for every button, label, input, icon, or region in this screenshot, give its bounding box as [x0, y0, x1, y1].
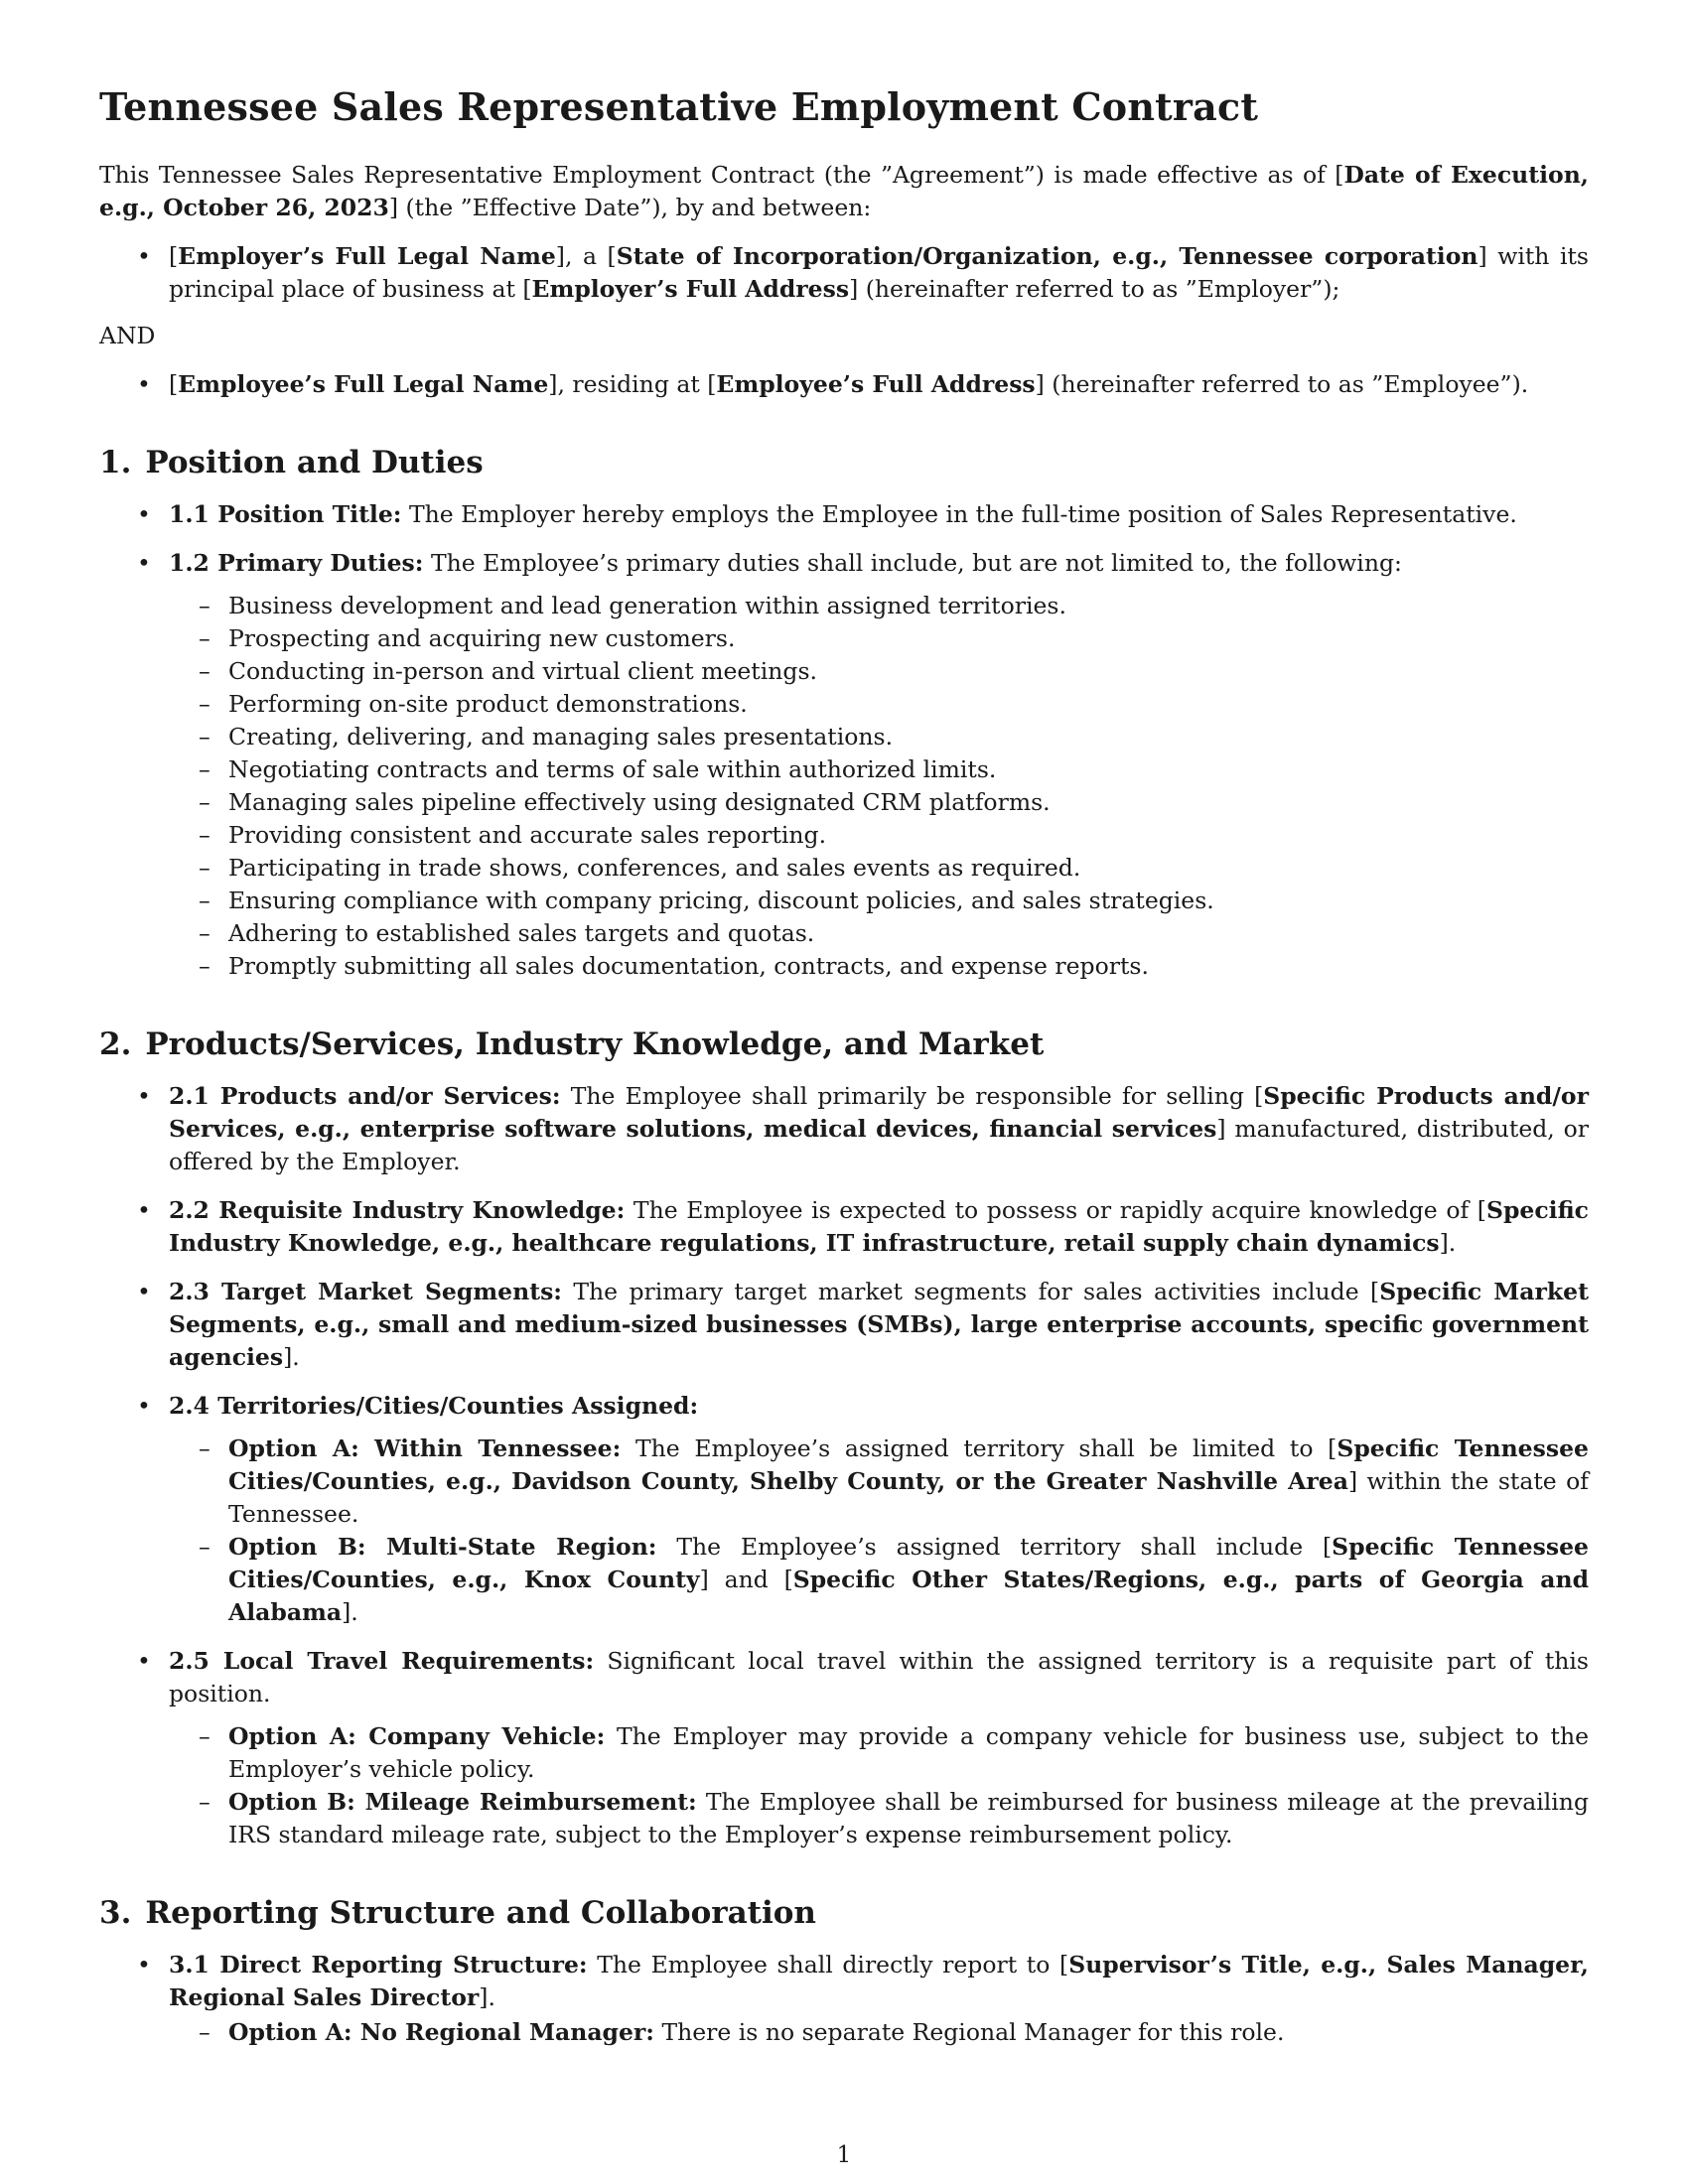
clause-text: The primary target market segments for sales activities include [: [561, 1278, 1380, 1305]
option-text: ] within the state of Tennessee.: [228, 1467, 1590, 1528]
clause-1-2: [99, 547, 1589, 983]
clause-label: 2.2 Requisite Industry Knowledge:: [169, 1196, 626, 1224]
option-label: Option A: Within Tennessee:: [228, 1434, 622, 1462]
option-text: The Employee’s assigned territory shall be limited to [: [621, 1434, 1337, 1462]
clause-label: 2.1 Products and/or Services:: [169, 1082, 561, 1110]
option-label: Option B: Mileage Reimbursement:: [228, 1788, 697, 1816]
industry-knowledge-placeholder: Specific Industry Knowledge, e.g., healthcare regulations, IT infrastructure, retail supply chain dynamics: [169, 1196, 1589, 1257]
territory-option-a: [169, 1433, 1589, 1531]
duties-list: [169, 590, 1589, 983]
supervisor-title-placeholder: Supervisor’s Title, e.g., Sales Manager, Regional Sales Director: [169, 1951, 1589, 2011]
section-number: 2.: [99, 1026, 132, 1062]
clause-label: 1.2 Primary Duties:: [169, 549, 424, 577]
employee-party-list: [99, 368, 1589, 401]
document-title: Tennessee Sales Representative Employment Contract: [99, 84, 1259, 129]
party-text: [: [169, 370, 179, 398]
section-2-items: [99, 1080, 1589, 1851]
clause-text: The Employee shall directly report to [: [587, 1951, 1069, 1979]
tennessee-county-placeholder: Specific Tennessee Cities/Counties, e.g., Knox County: [228, 1533, 1589, 1593]
duty-item: – Prospecting and acquiring new customers.: [169, 622, 1589, 655]
clause-label: 1.1 Position Title:: [169, 500, 402, 528]
section-title: Products/Services, Industry Knowledge, and Market: [145, 1026, 1045, 1062]
travel-options: [169, 1720, 1589, 1851]
clause-2-1: [99, 1080, 1589, 1178]
duty-item: – Promptly submitting all sales documentation, contracts, and expense reports.: [169, 950, 1589, 983]
clause-text: Significant local travel within the assigned territory is a requisite part of this position.: [169, 1647, 1589, 1707]
clause-text: ].: [283, 1343, 300, 1371]
tennessee-territory-placeholder: Specific Tennessee Cities/Counties, e.g., Davidson County, Shelby County, or the Greater Nashville Area: [228, 1434, 1589, 1495]
territory-option-b: [169, 1531, 1589, 1629]
clause-text: ] manufactured, distributed, or offered by the Employer.: [169, 1115, 1589, 1175]
clause-label: 2.3 Target Market Segments:: [169, 1278, 562, 1305]
employee-name-placeholder: Employee’s Full Legal Name: [178, 370, 549, 398]
option-text: ] and [: [699, 1566, 793, 1593]
option-label: Option B: Multi-State Region:: [228, 1533, 657, 1561]
clause-2-4: [99, 1390, 1589, 1629]
party-text: ] (hereinafter referred to as ”Employee”).: [1035, 370, 1529, 398]
duty-item: – Managing sales pipeline effectively using designated CRM platforms.: [169, 786, 1589, 819]
clause-text: The Employee’s primary duties shall include, but are not limited to, the following:: [423, 549, 1402, 577]
clause-3-1: [99, 1949, 1589, 2049]
clause-text: The Employee shall primarily be responsible for selling [: [560, 1082, 1264, 1110]
travel-option-b: [169, 1786, 1589, 1851]
employer-state-placeholder: State of Incorporation/Organization, e.g., Tennessee corporation: [616, 242, 1478, 270]
clause-text: The Employee is expected to possess or rapidly acquire knowledge of [: [625, 1196, 1486, 1224]
duty-item: – Adhering to established sales targets and quotas.: [169, 917, 1589, 950]
clause-1-1: [99, 498, 1589, 531]
employer-party: [99, 240, 1589, 306]
option-text: The Employee’s assigned territory shall include [: [656, 1533, 1333, 1561]
employee-address-placeholder: Employee’s Full Address: [716, 370, 1036, 398]
duty-item: – Creating, delivering, and managing sales presentations.: [169, 721, 1589, 753]
option-label: Option A: No Regional Manager:: [228, 2018, 654, 2046]
party-text: ], a [: [555, 242, 617, 270]
intro-text: This Tennessee Sales Representative Employment Contract (the ”Agreement”) is made effective as of [: [99, 161, 1344, 189]
other-states-placeholder: Specific Other States/Regions, e.g., parts of Georgia and Alabama: [228, 1566, 1589, 1626]
clause-label: 2.4 Territories/Cities/Counties Assigned:: [169, 1392, 699, 1420]
option-text: The Employee shall be reimbursed for business mileage at the prevailing IRS standard mileage rate, subject to the Employer’s expense reimbursement policy.: [228, 1788, 1589, 1848]
party-text: ] (hereinafter referred to as ”Employer”);: [849, 275, 1340, 303]
clause-2-5: [99, 1645, 1589, 1851]
option-text: ].: [342, 1598, 358, 1626]
section-1-heading: [99, 443, 1589, 482]
territory-options: [169, 1433, 1589, 1629]
clause-2-3: [99, 1276, 1589, 1374]
effective-date-placeholder: Date of Execution, e.g., October 26, 2023: [99, 161, 1589, 221]
section-1-items: [99, 498, 1589, 983]
party-text: [: [169, 242, 179, 270]
section-2-heading: [99, 1024, 1589, 1064]
intro-text: ] (the ”Effective Date”), by and between:: [388, 194, 872, 221]
contract-body: [99, 83, 1589, 2065]
employee-party: [99, 368, 1589, 401]
employer-address-placeholder: Employer’s Full Address: [531, 275, 850, 303]
option-label: Option A: Company Vehicle:: [228, 1722, 606, 1750]
reporting-option-a: [169, 2016, 1589, 2049]
option-text: The Employer may provide a company vehicle for business use, subject to the Employer’s vehicle policy.: [228, 1722, 1589, 1783]
duty-item: – Negotiating contracts and terms of sale within authorized limits.: [169, 753, 1589, 786]
duty-item: – Business development and lead generation within assigned territories.: [169, 590, 1589, 622]
clause-text: ].: [479, 1983, 495, 2011]
section-3-items: [99, 1949, 1589, 2049]
market-segments-placeholder: Specific Market Segments, e.g., small and medium-sized businesses (SMBs), large enterprise accounts, specific government agencies: [169, 1278, 1589, 1371]
employer-name-placeholder: Employer’s Full Legal Name: [178, 242, 556, 270]
clause-label: 2.5 Local Travel Requirements:: [169, 1647, 595, 1675]
section-number: 1.: [99, 445, 132, 480]
clause-text: The Employer hereby employs the Employee in the full-time position of Sales Representative.: [401, 500, 1517, 528]
clause-2-2: [99, 1194, 1589, 1260]
reporting-options: [169, 2016, 1589, 2049]
page-number: 1: [836, 2142, 852, 2168]
employer-party-list: [99, 240, 1589, 306]
duty-item: – Providing consistent and accurate sales reporting.: [169, 819, 1589, 852]
section-title: Reporting Structure and Collaboration: [145, 1895, 816, 1931]
clause-text: ].: [1439, 1229, 1457, 1257]
and-separator: AND: [99, 322, 156, 349]
duty-item: – Ensuring compliance with company pricing, discount policies, and sales strategies.: [169, 885, 1589, 917]
travel-option-a: [169, 1720, 1589, 1786]
duty-item: – Conducting in-person and virtual client meetings.: [169, 655, 1589, 688]
section-number: 3.: [99, 1895, 132, 1931]
duty-item: – Performing on-site product demonstrations.: [169, 688, 1589, 721]
option-text: There is no separate Regional Manager for this role.: [653, 2018, 1285, 2046]
party-text: ] with its principal place of business at [: [169, 242, 1589, 303]
section-3-heading: [99, 1893, 1589, 1933]
intro-paragraph: [99, 159, 1589, 224]
products-placeholder: Specific Products and/or Services, e.g., enterprise software solutions, medical devices, financial services: [169, 1082, 1589, 1143]
duty-item: – Participating in trade shows, conferences, and sales events as required.: [169, 852, 1589, 885]
section-title: Position and Duties: [145, 445, 484, 480]
clause-label: 3.1 Direct Reporting Structure:: [169, 1951, 588, 1979]
party-text: ], residing at [: [548, 370, 717, 398]
